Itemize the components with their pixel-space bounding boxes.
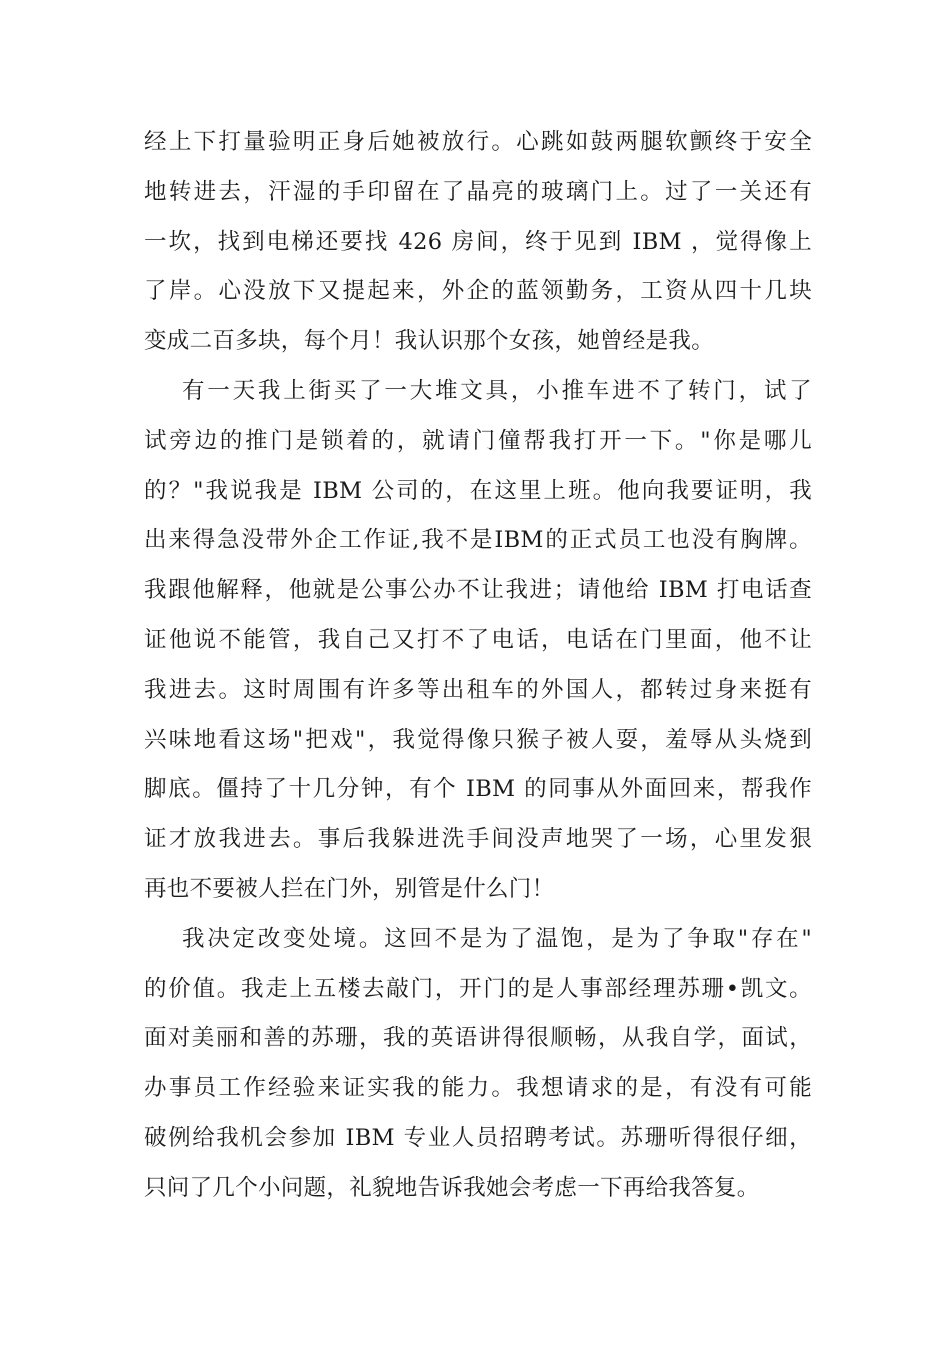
text-line: 我跟他解释，他就是公事公办不让我进；请他给 IBM 打电话查 xyxy=(144,577,812,604)
text-line: 的价值。我走上五楼去敲门，开门的是人事部经理苏珊•凯文。 xyxy=(144,975,812,1002)
text-line: 的？"我说我是 IBM 公司的，在这里上班。他向我要证明，我 xyxy=(144,477,812,504)
text-line: 破例给我机会参加 IBM 专业人员招聘考试。苏珊听得很仔细， xyxy=(144,1124,812,1151)
text-line: 地转进去，汗湿的手印留在了晶亮的玻璃门上。过了一关还有 xyxy=(144,178,812,205)
text-line: 我决定改变处境。这回不是为了温饱，是为了争取"存在" xyxy=(182,925,812,952)
text-line: 只问了几个小问题，礼貌地告诉我她会考虑一下再给我答复。 xyxy=(144,1174,760,1201)
text-line: 经上下打量验明正身后她被放行。心跳如鼓两腿软颤终于安全 xyxy=(144,129,812,155)
text-line: 我进去。这时周围有许多等出租车的外国人，都转过身来挺有 xyxy=(144,676,812,703)
text-line: 试旁边的推门是锁着的，就请门僮帮我打开一下。"你是哪儿 xyxy=(144,427,812,454)
text-line: 有一天我上街买了一大堆文具，小推车进不了转门，试了 xyxy=(182,377,812,404)
text-line: 证他说不能管，我自己又打不了电话，电话在门里面，他不让 xyxy=(144,626,812,653)
text-line: 再也不要被人拦在门外，别管是什么门！ xyxy=(144,875,555,902)
body-text xyxy=(144,118,812,1214)
text-line: 兴味地看这场"把戏"，我觉得像只猴子被人耍，羞辱从头烧到 xyxy=(144,726,812,753)
text-line: 证才放我进去。事后我躲进洗手间没声地哭了一场，心里发狠 xyxy=(144,826,812,853)
text-line: 办事员工作经验来证实我的能力。我想请求的是，有没有可能 xyxy=(144,1075,812,1102)
text-line: 出来得急没带外企工作证,我不是IBM的正式员工也没有胸牌。 xyxy=(144,527,812,554)
text-line: 面对美丽和善的苏珊，我的英语讲得很顺畅，从我自学，面试， xyxy=(144,1025,812,1052)
text-line: 脚底。僵持了十几分钟，有个 IBM 的同事从外面回来，帮我作 xyxy=(144,776,812,803)
text-line: 变成二百多块，每个月！我认识那个女孩，她曾经是我。 xyxy=(144,328,715,355)
text-line: 一坎，找到电梯还要找 426 房间，终于见到 IBM ，觉得像上 xyxy=(144,228,812,255)
text-line: 了岸。心没放下又提起来，外企的蓝领勤务，工资从四十几块 xyxy=(144,278,812,305)
